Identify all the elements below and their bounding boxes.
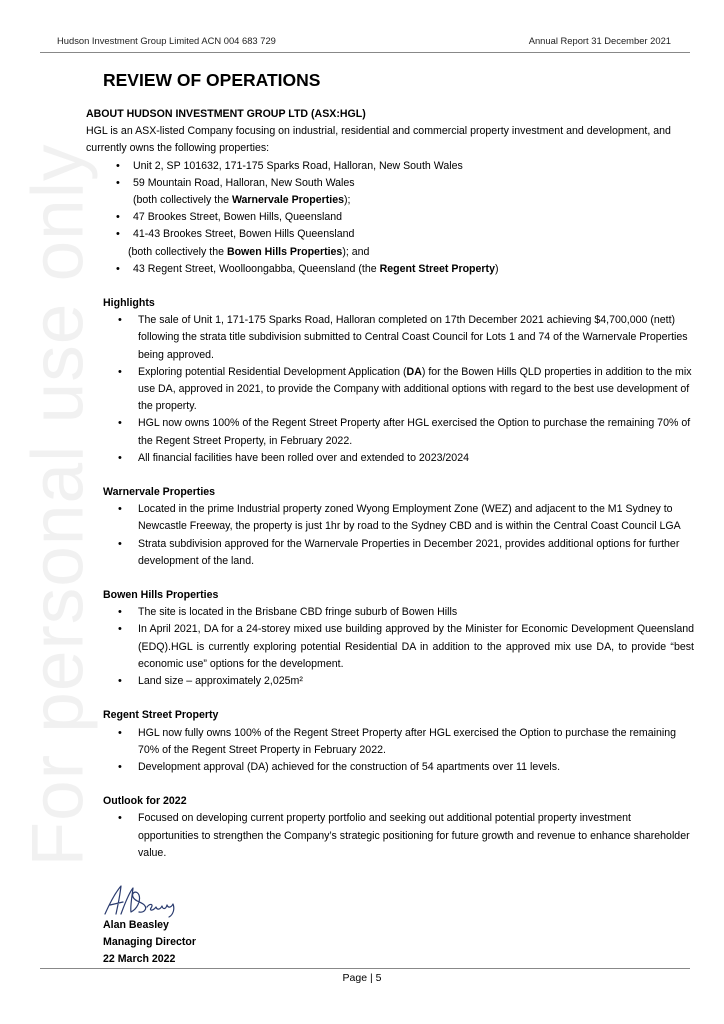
signatory-role: Managing Director <box>103 936 197 949</box>
regent-street-heading: Regent Street Property <box>103 709 219 722</box>
outlook-section <box>103 793 694 862</box>
property-item: • 41-43 Brookes Street, Bowen Hills Queensland <box>86 226 694 243</box>
regent-street-section <box>103 707 694 776</box>
property-list <box>86 158 694 278</box>
property-item: • Unit 2, SP 101632, 171-175 Sparks Road, Halloran, New South Wales <box>86 158 694 175</box>
header-divider <box>40 52 690 53</box>
document-body <box>86 106 694 862</box>
about-heading: ABOUT HUDSON INVESTMENT GROUP LTD (ASX:HGL) <box>86 108 366 120</box>
bowen-hills-heading: Bowen Hills Properties <box>103 589 219 602</box>
about-section <box>86 106 694 278</box>
property-item: • 59 Mountain Road, Halloran, New South Wales <box>86 175 694 192</box>
warnervale-list <box>103 501 694 570</box>
list-item: • In April 2021, DA for a 24-storey mixed use building approved by the Minister for Economic Development Queensland (EDQ).HGL is currently exploring potential Residential DA in addition to the approved mix use DA, to provide “best economic use” options for the development. <box>103 621 694 673</box>
page-title: REVIEW OF OPERATIONS <box>103 70 321 90</box>
header-left: Hudson Investment Group Limited ACN 004 683 729 <box>57 35 276 46</box>
property-item: • 43 Regent Street, Woolloongabba, Queensland (the Regent Street Property) <box>86 261 694 278</box>
warnervale-heading: Warnervale Properties <box>103 486 216 499</box>
property-group-note: (both collectively the Warnervale Properties); <box>133 194 351 207</box>
outlook-heading: Outlook for 2022 <box>103 795 187 808</box>
property-item: • 47 Brookes Street, Bowen Hills, Queensland <box>86 209 694 226</box>
list-item: • Strata subdivision approved for the Warnervale Properties in December 2021, provides additional options for further development of the land. <box>103 536 694 570</box>
list-item: • Located in the prime Industrial property zoned Wyong Employment Zone (WEZ) and adjacent to the M1 Sydney to Newcastle Freeway, the property is just 1hr by road to the Sydney CBD and is within the Central Coast Council LGA <box>103 501 694 535</box>
highlights-list <box>103 312 694 467</box>
list-item: • The sale of Unit 1, 171-175 Sparks Road, Halloran completed on 17th December 2021 achieving $4,700,000 (nett) following the strata title subdivision submitted to Central Coast Council for Lots 1 and 74 of the Warnervale Properties being approved. <box>103 312 694 364</box>
highlights-heading: Highlights <box>103 297 155 310</box>
signatory-date: 22 March 2022 <box>103 953 176 966</box>
highlights-section <box>103 295 694 467</box>
watermark-text: For personal use only <box>17 143 99 867</box>
property-group-note: (both collectively the Bowen Hills Properties); and <box>128 245 370 258</box>
list-item: • Development approval (DA) achieved for the construction of 54 apartments over 11 levels. <box>103 759 694 776</box>
list-item: • Focused on developing current property portfolio and seeking out additional potential property investment opportunities to strengthen the Company’s strategic positioning for future growth and revenue to enhance shareholder value. <box>103 810 694 862</box>
signatory-block <box>103 917 196 969</box>
list-item: • Land size – approximately 2,025m² <box>103 673 694 690</box>
list-item: • All financial facilities have been rolled over and extended to 2023/2024 <box>103 450 694 467</box>
regent-street-list <box>103 725 694 777</box>
signatory-name: Alan Beasley <box>103 919 169 931</box>
signature <box>101 883 181 919</box>
list-item: • Exploring potential Residential Development Application (DA) for the Bowen Hills QLD properties in addition to the mix use DA, approved in 2021, to provide the Company with additional options with regard to the best use development of the property. <box>103 364 694 416</box>
bowen-hills-list <box>103 604 694 690</box>
list-item: • HGL now owns 100% of the Regent Street Property after HGL exercised the Option to purchase the remaining 70% of the Regent Street Property, in February 2022. <box>103 415 694 449</box>
list-item: • The site is located in the Brisbane CBD fringe suburb of Bowen Hills <box>103 604 694 621</box>
header-right: Annual Report 31 December 2021 <box>528 35 671 46</box>
outlook-list <box>103 810 694 862</box>
page-number: Page | 5 <box>342 972 382 984</box>
bowen-hills-section <box>103 587 694 690</box>
footer-divider <box>40 968 690 969</box>
about-intro: HGL is an ASX-listed Company focusing on industrial, residential and commercial property investment and development, and currently owns the following properties: <box>86 125 671 155</box>
list-item: • HGL now fully owns 100% of the Regent Street Property after HGL exercised the Option to purchase the remaining 70% of the Regent Street Property in February 2022. <box>103 725 694 759</box>
warnervale-section <box>103 484 694 570</box>
